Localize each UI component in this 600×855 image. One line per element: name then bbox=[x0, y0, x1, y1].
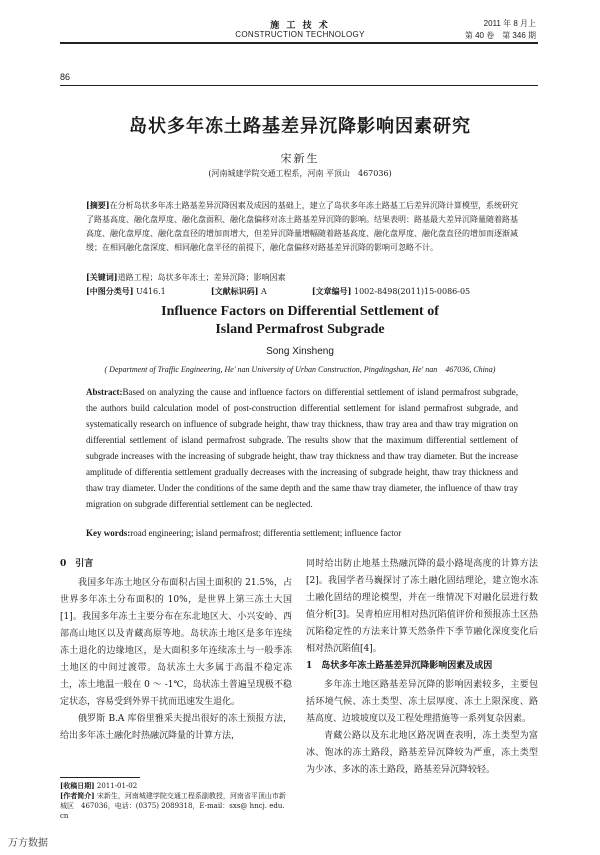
section-1-paragraph-2: 青藏公路以及东北地区路况调查表明，冻土类型为富冰、饱冰的冻土路段，路基差异沉降较为严重，冻土类型为少冰、多冰的冻土路段，路基差异沉降较轻。 bbox=[306, 731, 538, 775]
intro-paragraph-2: 俄罗斯 B.A 库俗里雅采夫提出很好的冻土预报方法，给出多年冻土融化时热融沉降量的计算方法， bbox=[60, 714, 292, 741]
section-1-paragraph-1: 多年冻土地区路基差异沉降的影响因素较多，主要包括环境气候、冻土类型、冻土层厚度、冻土上限深度、路基高度、边坡坡度以及工程处理措施等一系列复杂因素。 bbox=[306, 680, 538, 724]
doc-code-value: A bbox=[261, 287, 267, 296]
abstract-cn-label: [摘要] bbox=[86, 200, 110, 210]
abstract-en bbox=[86, 384, 518, 512]
clc-label: [中图分类号] bbox=[86, 286, 134, 296]
abstract-en-label: Abstract: bbox=[86, 387, 123, 397]
classification-row bbox=[86, 286, 518, 297]
section-1-heading: 1 岛状多年冻土路基差异沉降影响因素及成因 bbox=[306, 661, 493, 671]
article-title-en-line2: Island Permafrost Subgrade bbox=[215, 322, 385, 337]
header-rule-top bbox=[60, 42, 538, 44]
keywords-en bbox=[86, 528, 518, 538]
author-bio-value: 宋新生，河南城建学院交通工程系副教授，河南省平顶山市新城区 467036，电话：(0375) 2089318，E-mail：sxs@ hncj. edu. cn bbox=[60, 792, 286, 820]
footnote bbox=[60, 781, 292, 821]
doc-code-label: [文献标识码] bbox=[210, 286, 259, 296]
keywords-en-label: Key words: bbox=[86, 528, 131, 538]
keywords-en-text: road engineering; island permafrost; differentia settlement; influence factor bbox=[130, 528, 402, 538]
keywords-cn bbox=[86, 272, 286, 283]
journal-title-en: CONSTRUCTION TECHNOLOGY bbox=[235, 30, 365, 39]
abstract-cn-text: 在分析岛状多年冻土路基差异沉降因素及成因的基础上，建立了岛状多年冻土路基工后差异沉降计算模型，系统研究了路基高度、融化盘厚度、融化盘面积、融化盘偏移对冻土路基差异沉降的影响。结果表明：路基最大差异沉降量随着路基高度、融化盘厚度、融化盘直径的增加而增大，但差异沉降量增幅随着路基高度、融化盘厚度、融化盘直径的增加而逐渐减缓；在相同融化盘深度、相同融化盘半径的前提下，融化盘偏移对路基差异沉降的影响可忽略不计。 bbox=[86, 201, 518, 252]
page-number: 86 bbox=[60, 72, 71, 82]
author-en: Song Xinsheng bbox=[266, 346, 334, 357]
watermark: 万方数据 bbox=[8, 838, 48, 849]
body-column-right bbox=[306, 556, 538, 779]
author-bio-label: [作者简介] bbox=[60, 791, 95, 800]
body-column-left bbox=[60, 556, 292, 745]
header-rule-bottom bbox=[60, 85, 538, 86]
keywords-cn-text: 道路工程；岛状多年冻土；差异沉降；影响因素 bbox=[117, 273, 286, 282]
journal-title-cn: 施 工 技 术 bbox=[270, 21, 330, 31]
received-value: 2011-01-02 bbox=[96, 782, 138, 790]
intro-paragraph-1: 我国多年冻土地区分布面积占国土面积的 21.5%，占世界多年冻土分布面积的 10%，是世界上第三冻土大国[1]。我国多年冻土主要分布在东北地区大、小兴安岭、西部高山地区以及青藏高原等地。岛状冻土地区是多年连续冻土退化的边缘地区，是大面积多年连续冻土与一般季冻土地区的中间过渡带。岛状冻土大多属于高温不稳定冻土，冻土地温一般在 0 ～ -1℃，岛状冻土普遍呈现极不稳定状态，容易受到外界干扰而迅速发生退化。 bbox=[60, 578, 292, 707]
keywords-cn-label: [关键词] bbox=[86, 272, 118, 282]
affiliation-cn: (河南城建学院交通工程系，河南 平顶山 467036) bbox=[208, 169, 392, 178]
clc-value: U416.1 bbox=[136, 287, 166, 296]
footnote-rule bbox=[60, 777, 140, 778]
section-0-heading: 0 引言 bbox=[60, 559, 94, 569]
abstract-en-text: Based on analyzing the cause and influence factors on differential settlement of island permafrost subgrade, the authors build calculation model of post-construction differential settlement for island permafrost subgrade, and systematically research on influence of subgrade height, thaw tray thickness, thaw tray area and thaw tray migration on differential settlement of island permafrost subgrade. The results show that the maximum differential settlement of subgrade increases with the increasing of subgrade height, thaw tray thickness and thaw tray diameter. But the increase amplitude of differentia settlement gradually decreases with the increasing of subgrade height, thaw tray thickness and thaw tray diameter. Under the conditions of the same depth and the same thaw tray diameter, the influence of thaw tray migration on subgrade differential settlement can be neglected. bbox=[86, 387, 518, 509]
abstract-cn bbox=[86, 198, 518, 255]
intro-paragraph-3: 同时给出防止地基土热融沉降的最小路堤高度的计算方法[2]。我国学者马巍探讨了冻土融化固结理论，建立饱水冻土融化固结的理论模型，并在一维情况下对融化层进行数值分析[3]。吴青柏应用相对热沉陷值评价和预报冻土区热沉陷稳定性的方法来计算天然条件下季节融化深度变化后相对热沉陷值[4]。 bbox=[306, 559, 538, 654]
affiliation-en: ( Department of Traffic Engineering, He' nan University of Urban Construction, Pingdingshan, He' nan 467036, China) bbox=[104, 365, 496, 374]
volume-issue: 第 40 卷 第 346 期 bbox=[464, 31, 536, 40]
article-title-en-line1: Influence Factors on Differential Settlement of bbox=[161, 304, 439, 319]
received-label: [收稿日期] bbox=[60, 781, 95, 790]
author-cn: 宋新生 bbox=[280, 152, 320, 165]
article-no-value: 1002-8498(2011)15-0086-05 bbox=[354, 287, 471, 296]
article-title-cn: 岛状多年冻土路基差异沉降影响因素研究 bbox=[129, 116, 471, 137]
article-no-label: [文章编号] bbox=[311, 286, 352, 296]
issue-date: 2011 年 8 月上 bbox=[483, 19, 536, 28]
